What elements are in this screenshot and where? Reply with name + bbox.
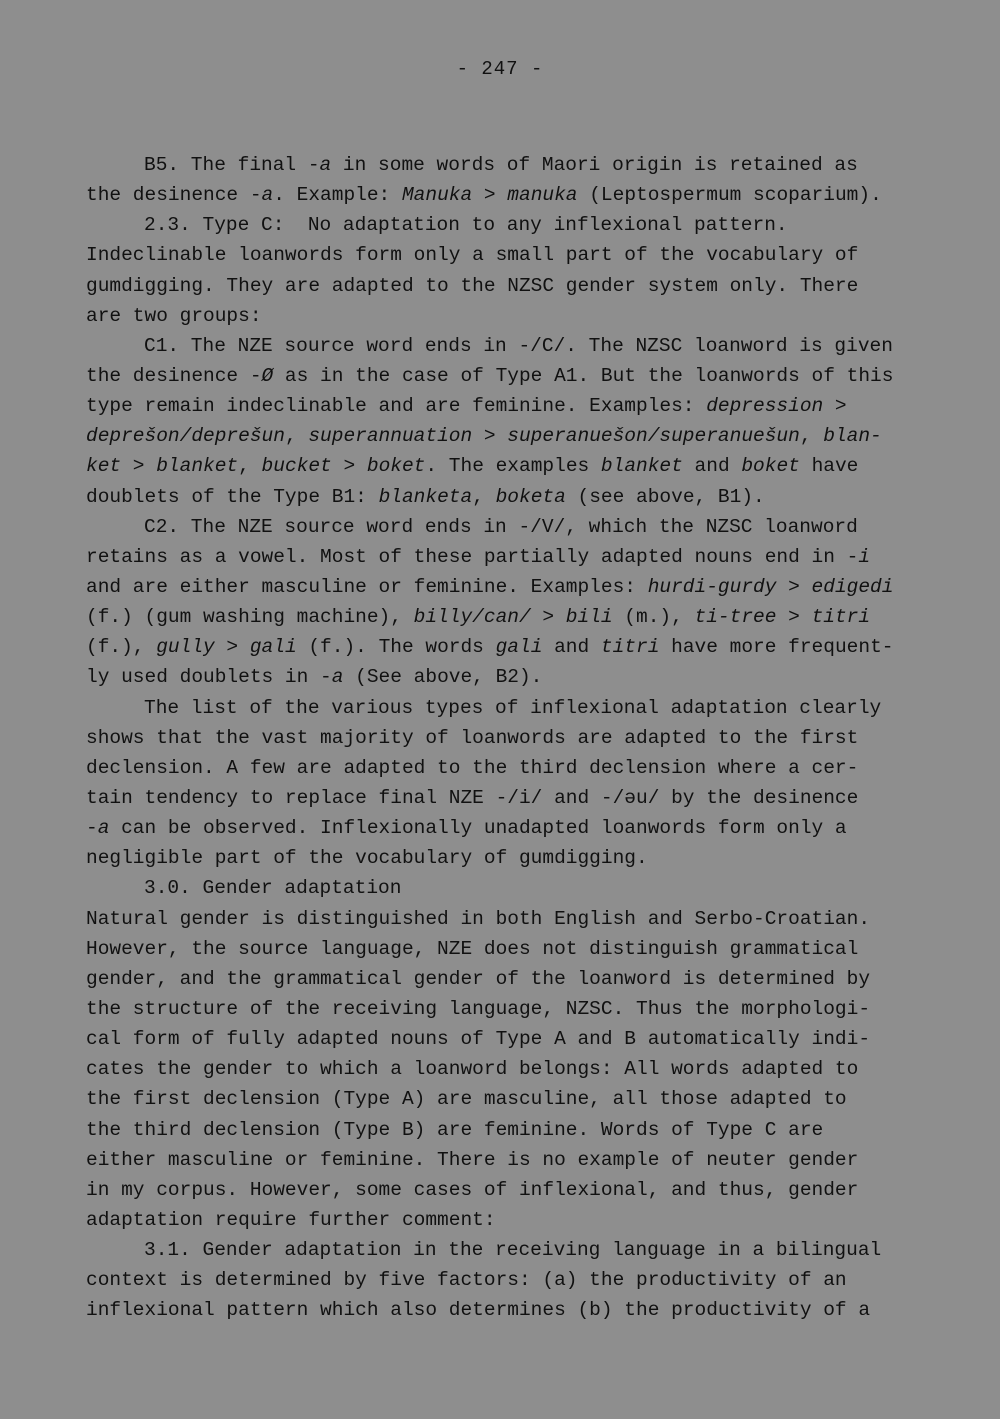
text-segment: in some words of Maori origin is retained as — [331, 154, 858, 176]
text-line — [86, 542, 916, 572]
text-segment: and — [542, 636, 601, 659]
italic-term: ket — [86, 455, 122, 478]
italic-term: blan- — [823, 425, 882, 448]
text-segment: are two groups: — [86, 304, 262, 327]
text-segment: , — [799, 425, 824, 448]
text-line — [86, 783, 916, 813]
text-segment: (Leptospermum scoparium). — [577, 184, 882, 207]
text-line — [86, 813, 916, 843]
text-line — [86, 361, 916, 391]
text-segment: retains as a vowel. Most of these partially adapted nouns end in - — [86, 545, 859, 568]
text-segment: > — [472, 184, 508, 207]
text-segment: , — [472, 485, 496, 508]
text-segment: shows that the vast majority of loanwords are adapted to the first — [86, 726, 859, 749]
text-segment: 3.0. Gender adaptation — [144, 877, 402, 900]
text-line — [86, 1265, 916, 1295]
text-segment: either masculine or feminine. There is no example of neuter gender — [86, 1148, 859, 1171]
page-number: - 247 - — [456, 58, 544, 80]
text-segment: However, the source language, NZE does not distinguish grammatical — [86, 937, 859, 960]
italic-term: a — [319, 154, 332, 176]
text-segment: The list of the various types of inflexional adaptation clearly — [144, 696, 882, 719]
italic-term: gully — [156, 636, 215, 659]
text-line — [86, 271, 916, 301]
text-line — [86, 210, 916, 240]
text-segment: > — [472, 425, 508, 448]
italic-term: depression — [706, 395, 824, 418]
text-segment: Indeclinable loanwords form only a small part of the vocabulary of — [86, 244, 859, 267]
text-line — [86, 693, 916, 723]
text-line — [86, 964, 916, 994]
italic-term: billy/can/ — [413, 606, 531, 629]
text-segment: adaptation require further comment: — [86, 1208, 496, 1231]
text-segment: > — [776, 606, 812, 629]
italic-term: a — [97, 817, 110, 840]
text-segment: C2. The NZE source word ends in -/V/, which the NZSC loanword — [144, 515, 858, 538]
italic-term: Manuka — [401, 184, 473, 207]
text-line — [86, 1054, 916, 1084]
text-segment: doublets of the Type B1: — [86, 485, 379, 508]
italic-term: blanketa — [378, 485, 473, 508]
text-segment: , — [238, 455, 262, 478]
text-line — [86, 873, 916, 903]
italic-term: hurdi-gurdy — [647, 575, 777, 598]
text-segment: inflexional pattern which also determines (b) the productivity of a — [86, 1299, 871, 1322]
text-line — [86, 512, 916, 542]
italic-term: blanket — [156, 455, 239, 478]
text-line — [86, 904, 916, 934]
italic-term: bucket — [261, 455, 332, 478]
text-segment: > — [214, 636, 250, 659]
text-segment: > — [121, 455, 157, 478]
text-segment: have more frequent- — [659, 636, 894, 659]
italic-term: boket — [741, 455, 800, 478]
text-line — [86, 1115, 916, 1145]
text-segment: (See above, B2). — [343, 666, 543, 689]
text-segment: the first declension (Type A) are masculine, all those adapted to — [86, 1088, 847, 1111]
text-line — [86, 1145, 916, 1175]
text-line — [86, 572, 916, 602]
text-line — [86, 723, 916, 753]
text-line — [86, 150, 916, 180]
text-segment: declension. A few are adapted to the third declension where a cer- — [86, 756, 859, 779]
text-segment: cal form of fully adapted nouns of Type A and B automatically indi- — [86, 1028, 871, 1051]
text-segment: negligible part of the vocabulary of gumdigging. — [86, 847, 648, 870]
text-line — [86, 451, 916, 481]
italic-term: bili — [565, 606, 613, 629]
text-line — [86, 301, 916, 331]
italic-term: blanket — [600, 455, 683, 478]
text-segment: cates the gender to which a loanword belongs: All words adapted to — [86, 1058, 859, 1081]
text-line — [86, 662, 916, 692]
text-line — [86, 934, 916, 964]
text-segment: in my corpus. However, some cases of inflexional, and thus, gender — [86, 1178, 859, 1201]
text-segment: Natural gender is distinguished in both English and Serbo-Croatian. — [86, 907, 871, 930]
text-line — [86, 482, 916, 512]
text-line — [86, 180, 916, 210]
text-segment: - — [86, 817, 98, 840]
text-segment: the desinence - — [86, 184, 262, 207]
italic-term: titri — [811, 606, 871, 629]
italic-term: a — [261, 184, 274, 207]
italic-term: gali — [495, 636, 543, 659]
italic-term: Ø — [261, 364, 274, 387]
text-segment: type remain indeclinable and are feminine. Examples: — [86, 395, 707, 418]
italic-term: deprešon/deprešun — [86, 425, 285, 448]
text-line — [86, 1205, 916, 1235]
text-segment: gumdigging. They are adapted to the NZSC gender system only. There — [86, 274, 859, 297]
text-line — [86, 1024, 916, 1054]
text-segment: > — [530, 606, 566, 629]
italic-term: boketa — [495, 485, 566, 508]
text-segment: (f.). The words — [296, 636, 496, 659]
text-segment: the desinence - — [86, 364, 262, 387]
text-segment: > — [776, 575, 812, 598]
text-segment: 2.3. Type C: No adaptation to any inflexional pattern. — [144, 214, 788, 237]
italic-term: i — [858, 545, 871, 568]
italic-term: ti-tree — [694, 606, 777, 629]
italic-term: edigedi — [811, 575, 894, 598]
text-segment: can be observed. Inflexionally unadapted loanwords form only a — [109, 817, 847, 840]
italic-term: superannuation — [308, 425, 473, 448]
text-segment: (m.), — [612, 606, 695, 629]
text-segment: C1. The NZE source word ends in -/C/. The NZSC loanword is given — [144, 334, 893, 357]
text-segment: and are either masculine or feminine. Examples: — [86, 575, 648, 598]
text-line — [86, 331, 916, 361]
text-segment: . The examples — [425, 455, 601, 478]
text-line — [86, 240, 916, 270]
text-line — [86, 391, 916, 421]
italic-term: superanuešon/superanuešun — [507, 425, 800, 448]
italic-term: a — [331, 666, 344, 689]
text-segment: , — [284, 425, 309, 448]
text-line — [86, 753, 916, 783]
text-segment: > — [331, 455, 367, 478]
text-segment: B5. The final - — [144, 154, 320, 176]
text-segment: 3.1. Gender adaptation in the receiving language in a bilingual — [144, 1239, 882, 1262]
text-segment: gender, and the grammatical gender of the loanword is determined by — [86, 967, 871, 990]
text-line — [86, 1084, 916, 1114]
text-segment: (see above, B1). — [565, 485, 765, 508]
text-segment: > — [823, 395, 847, 418]
text-segment: and — [682, 455, 742, 478]
text-segment: tain tendency to replace final NZE -/i/ and -/əu/ by the desinence — [86, 786, 859, 809]
italic-term: manuka — [507, 184, 578, 207]
text-line — [86, 1235, 916, 1265]
text-segment: have — [799, 455, 859, 478]
text-segment: ly used doublets in - — [86, 666, 332, 689]
italic-term: titri — [600, 636, 660, 659]
text-segment: (f.), — [86, 636, 157, 659]
italic-term: gali — [249, 636, 297, 659]
text-line — [86, 1175, 916, 1205]
text-line — [86, 632, 916, 662]
text-line — [86, 994, 916, 1024]
text-segment: . Example: — [273, 184, 402, 207]
text-segment: (f.) (gum washing machine), — [86, 606, 414, 629]
text-segment: as in the case of Type A1. But the loanwords of this — [273, 364, 894, 387]
text-line — [86, 421, 916, 451]
text-line — [86, 602, 916, 632]
text-line — [86, 843, 916, 873]
text-segment: context is determined by five factors: (a) the productivity of an — [86, 1269, 847, 1292]
text-segment: the third declension (Type B) are feminine. Words of Type C are — [86, 1118, 824, 1141]
italic-term: boket — [366, 455, 426, 478]
text-line — [86, 1295, 916, 1325]
text-segment: the structure of the receiving language, NZSC. Thus the morphologi- — [86, 997, 871, 1020]
body-text — [86, 150, 916, 1325]
